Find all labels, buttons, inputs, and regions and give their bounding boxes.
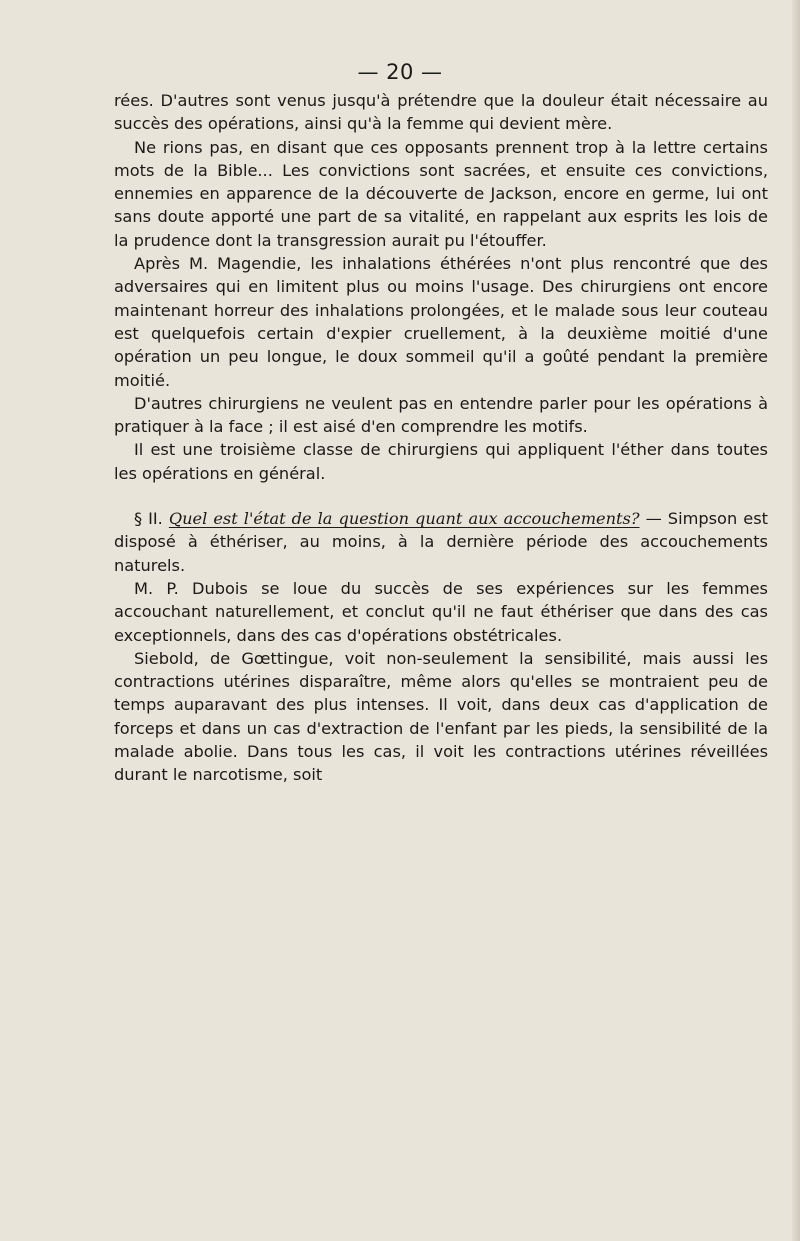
paragraph-1: rées. D'autres sont venus jusqu'à prétendre que la douleur était nécessaire au succès des opérations, ainsi qu'à la femme qui devient mère. — [114, 91, 768, 134]
section-title: Quel est l'état de la question quant aux accouchements? — [168, 509, 640, 529]
section-heading-paragraph — [114, 507, 768, 577]
section-dash: — — [639, 509, 668, 529]
section-text: Simpson est disposé à éthériser, au moins, à la dernière période des accouchements naturels. — [114, 509, 768, 575]
page-number: — 20 — — [357, 60, 443, 84]
section-mark: § II. — [134, 509, 163, 529]
paragraph-6: M. P. Dubois se loue du succès de ses expériences sur les femmes accouchant naturellement, et conclut qu'il ne faut éthériser que dans des cas exceptionnels, dans des cas d'opérations obstétricales. — [114, 578, 768, 645]
paragraph-2: Ne rions pas, en disant que ces opposants prennent trop à la lettre certains mots de la Bible... Les convictions sont sacrées, et ensuite ces convictions, ennemies en apparence de la découverte de Jackson, encore en germe, lui ont sans doute apporté une part de sa vitalité, en rappelant aux esprits les lois de la prudence dont la transgression aurait pu l'étouffer. — [114, 137, 768, 250]
page-edge — [792, 0, 800, 1241]
paragraph-4: D'autres chirurgiens ne veulent pas en entendre parler pour les opérations à pratiquer à la face ; il est aisé d'en comprendre les motifs. — [114, 393, 768, 437]
body-text — [114, 89, 768, 787]
paragraph-3: Après M. Magendie, les inhalations éthérées n'ont plus rencontré que des adversaires qui en limitent plus ou moins l'usage. Des chirurgiens ont encore maintenant horreur des inhalations prolongées, et le malade sous leur couteau est quelquefois certain d'expier cruellement, à la deuxième moitié d'une opération un peu longue, le doux sommeil qu'il a goûté pendant la première moitié. — [114, 254, 768, 390]
paragraph-5: Il est une troisième classe de chirurgiens qui appliquent l'éther dans toutes les opérations en général. — [114, 440, 768, 483]
paragraph-7: Siebold, de Gœttingue, voit non-seulement la sensibilité, mais aussi les contractions utérines disparaître, même alors qu'elles se montraient peu de temps auparavant des plus intenses. Il voit, dans deux cas d'application de forceps et dans un cas d'extraction de l'enfant par les pieds, la sensibilité de la malade abolie. Dans tous les cas, il voit les contractions utérines réveillées durant le narcotisme, soit — [114, 648, 768, 785]
